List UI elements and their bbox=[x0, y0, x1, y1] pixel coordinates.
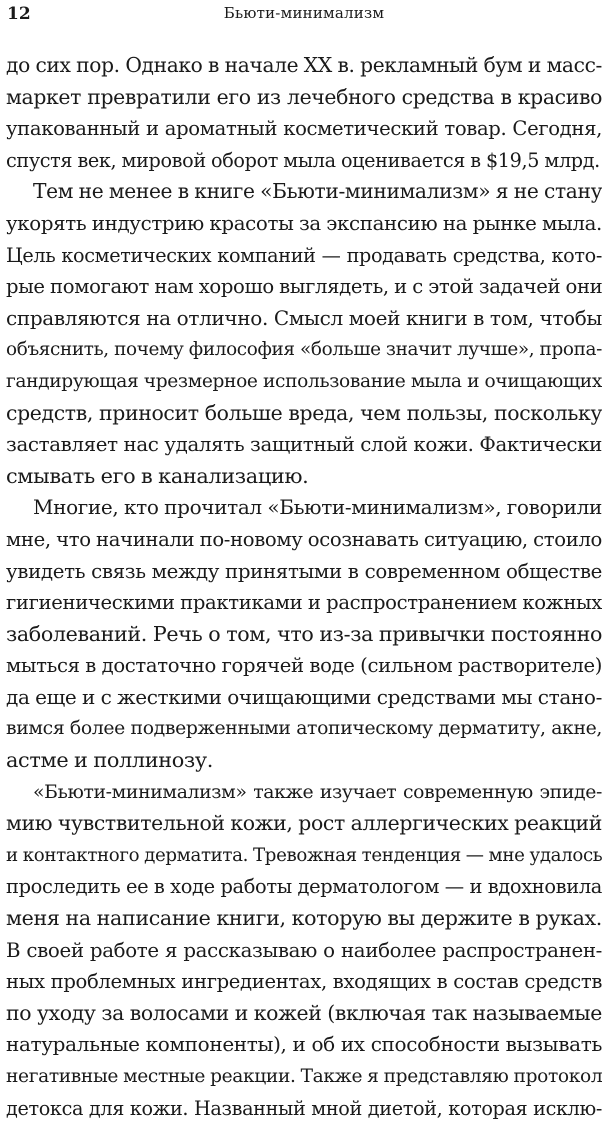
text-line: до сих пор. Однако в начале XX в. рекламный бум и масс- bbox=[6, 53, 602, 77]
text-line: смывать его в канализацию. bbox=[6, 463, 309, 488]
text-line: да еще и с жесткими очищающими средствами мы стано- bbox=[6, 684, 602, 709]
text-line: мыться в достаточно горячей воде (сильном растворителе) bbox=[6, 654, 602, 678]
text-line: ных проблемных ингредиентах, входящих в состав средств bbox=[6, 970, 602, 994]
text-line: гандирующая чрезмерное использование мыла и очищающих bbox=[6, 370, 602, 392]
text-line: проследить ее в ходе работы дерматологом — и вдохновила bbox=[6, 875, 602, 899]
text-line: мию чувствительной кожи, рост аллергических реакций bbox=[6, 811, 602, 836]
text-line: средств, приносит больше вреда, чем пользы, поскольку bbox=[6, 400, 602, 425]
text-line: рые помогают нам хорошо выглядеть, и с этой задачей они bbox=[6, 275, 602, 299]
text-line: справляются на отлично. Смысл моей книги в том, чтобы bbox=[6, 305, 602, 330]
text-line: Цель косметических компаний — продавать средства, кото- bbox=[6, 243, 602, 267]
text-line: В своей работе я рассказываю о наиболее распространен- bbox=[6, 938, 602, 962]
text-line: укорять индустрию красоты за экспансию на рынке мыла. bbox=[6, 211, 602, 235]
text-line: заболеваний. Речь о том, что из-за привычки постоянно bbox=[6, 621, 602, 646]
text-line: детокса для кожи. Названный мной диетой, которая исклю- bbox=[6, 1096, 602, 1120]
text-line: по уходу за волосами и кожей (включая так называемые bbox=[6, 1000, 602, 1025]
text-line: и контактного дерматита. Тревожная тенденция — мне удалось bbox=[6, 844, 602, 866]
text-line: Тем не менее в книге «Бьюти-минимализм» я не стану bbox=[33, 179, 602, 204]
text-line: Многие, кто прочитал «Бьюти-минимализм», говорили bbox=[33, 495, 602, 520]
text-line: маркет превратили его из лечебного средства в красиво bbox=[6, 84, 602, 109]
text-line: натуральные компоненты), и об их способности вызывать bbox=[6, 1032, 602, 1057]
body-text bbox=[6, 50, 602, 1124]
text-line: негативные местные реакции. Также я представляю протокол bbox=[6, 1066, 602, 1087]
text-line: спустя век, мировой оборот мыла оценивается в $19,5 млрд. bbox=[6, 148, 600, 172]
page-number: 12 bbox=[7, 4, 31, 24]
text-line: гигиеническими практиками и распространением кожных bbox=[6, 591, 602, 615]
page-header bbox=[7, 4, 601, 26]
running-head: Бьюти-минимализм bbox=[223, 4, 385, 22]
text-line: меня на написание книги, которую вы держите в руках. bbox=[6, 906, 602, 931]
text-line: упакованный и ароматный косметический товар. Сегодня, bbox=[6, 117, 602, 141]
text-line: увидеть связь между принятыми в современном обществе bbox=[6, 559, 602, 583]
text-line: астме и поллинозу. bbox=[6, 748, 214, 773]
text-line: объяснить, почему философия «больше значит лучше», пропа- bbox=[6, 339, 602, 361]
text-line: «Бьюти-минимализм» также изучает современную эпиде- bbox=[33, 781, 602, 803]
text-line: мне, что начинали по-новому осознавать ситуацию, стоило bbox=[6, 527, 602, 551]
text-line: вимся более подверженными атопическому дерматиту, акне, bbox=[6, 718, 602, 740]
text-line: заставляет нас удалять защитный слой кожи. Фактически bbox=[6, 433, 602, 457]
